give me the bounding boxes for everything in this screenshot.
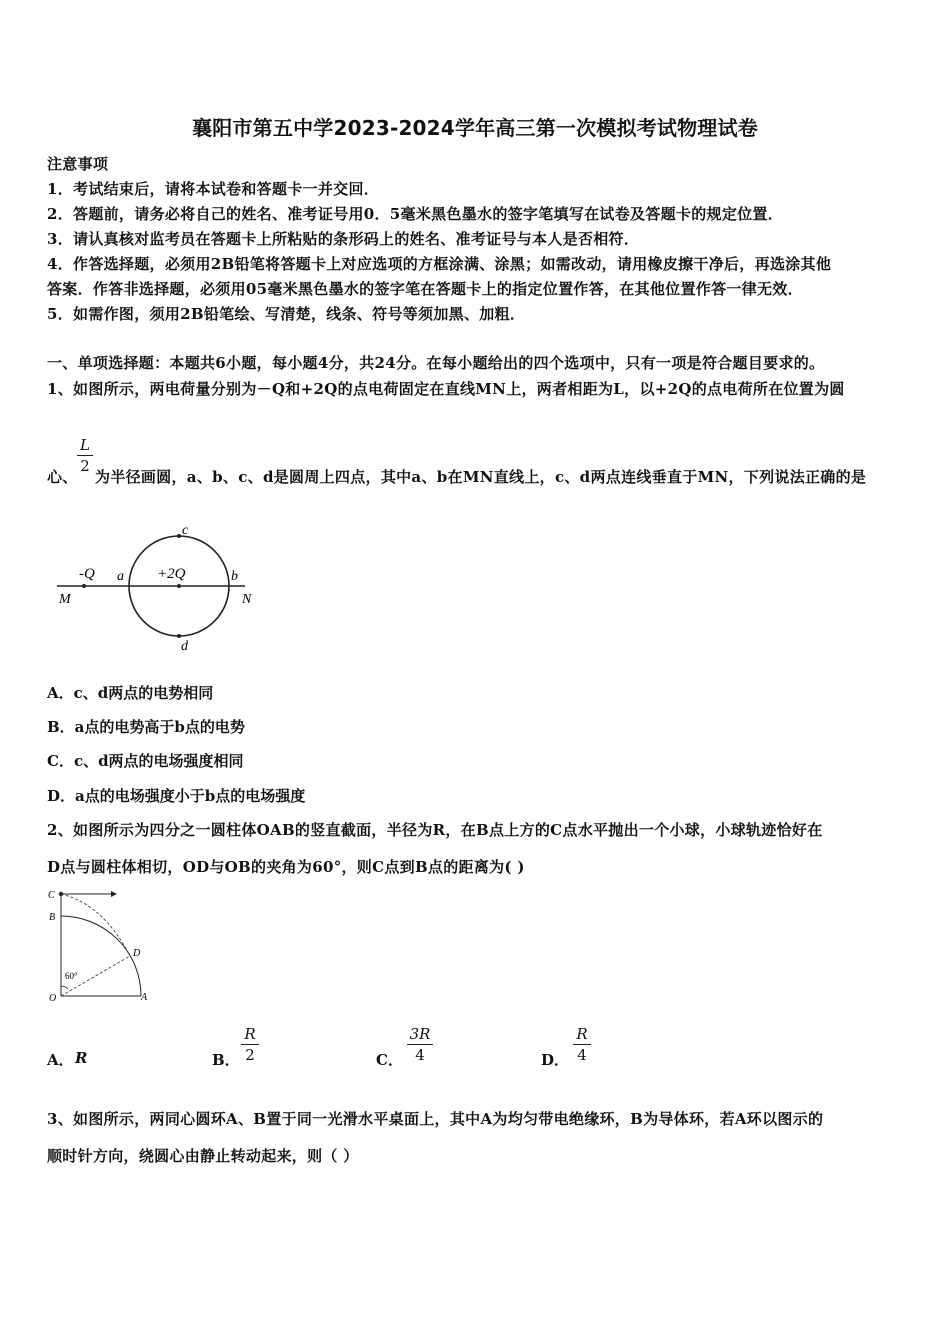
fraction-bar xyxy=(407,1044,433,1045)
label-angle: 60° xyxy=(65,971,78,981)
label-minus-q: -Q xyxy=(79,566,95,582)
angle-arc xyxy=(61,986,68,989)
notice-heading: 注意事项 xyxy=(47,155,109,173)
notice-item-3: 3．请认真核对监考员在答题卡上所粘贴的条形码上的姓名、准考证号与本人是否相符． xyxy=(47,230,640,248)
arrow-head xyxy=(111,891,117,897)
notice-item-4: 4．作答选择题，必须用2B铅笔将答题卡上对应选项的方框涂满、涂黑；如需改动，请用橡皮擦干净后，再选涂其他 xyxy=(47,255,832,273)
q2-option-b-label: B． xyxy=(212,1051,240,1069)
q2-option-b-num: R xyxy=(244,1025,256,1043)
q1-stem-prefix: 心、 xyxy=(47,468,78,486)
charge-plus-point xyxy=(177,584,181,588)
label-m: M xyxy=(59,592,71,607)
q2-option-c-num: 3R xyxy=(409,1025,431,1043)
label-n: N xyxy=(242,592,252,607)
q2-option-c-den: 4 xyxy=(415,1046,425,1064)
q1-fraction-l-over-2 xyxy=(77,436,93,475)
arc-ba xyxy=(61,916,141,996)
label-plus-2q: +2Q xyxy=(157,566,186,582)
q1-stem-line1: 1、如图所示，两电荷量分别为－Q和+2Q的点电荷固定在直线MN上，两者相距为L，以+2Q的点电荷所在位置为圆 xyxy=(47,380,845,398)
label-d: d xyxy=(181,639,188,653)
label-a: A xyxy=(141,992,148,1003)
q2-option-c-label: C． xyxy=(376,1051,403,1069)
point-d xyxy=(177,634,181,638)
q2-stem-line1: 2、如图所示为四分之一圆柱体OAB的竖直截面，半径为R，在B点上方的C点水平抛出一个小球，小球轨迹恰好在 xyxy=(47,821,823,839)
label-c: c xyxy=(182,523,189,538)
q2-option-d-den: 4 xyxy=(577,1046,587,1064)
q2-option-a-label: A． xyxy=(47,1051,74,1069)
q1-option-c: C．c、d两点的电场强度相同 xyxy=(47,752,244,770)
notice-item-1: 1．考试结束后，请将本试卷和答题卡一并交回． xyxy=(47,180,380,198)
q1-option-b: B．a点的电势高于b点的电势 xyxy=(47,718,245,736)
q2-option-d-label: D． xyxy=(541,1051,570,1069)
q2-quarter-cylinder-figure xyxy=(45,884,155,1006)
fraction-bar xyxy=(573,1044,591,1045)
q1-circle-figure xyxy=(55,518,265,653)
q2-option-c-fraction xyxy=(407,1025,433,1064)
q1-option-d: D．a点的电场强度小于b点的电场强度 xyxy=(47,787,306,805)
notice-item-2: 2．答题前，请务必将自己的姓名、准考证号用0．5毫米黑色墨水的签字笔填写在试卷及答题卡的规定位置． xyxy=(47,205,784,223)
q2-option-a-value: R xyxy=(75,1049,88,1067)
label-c: C xyxy=(48,890,55,901)
notice-item-4-cont: 答案．作答非选择题，必须用05毫米黑色墨水的签字笔在答题卡上的指定位置作答，在其他位置作答一律无效． xyxy=(47,280,803,298)
label-d: D xyxy=(133,948,141,959)
q3-stem-line2: 顺时针方向，绕圆心由静止转动起来，则（ ） xyxy=(47,1147,359,1165)
fraction-bar xyxy=(241,1044,259,1045)
q2-option-b-fraction xyxy=(241,1025,259,1064)
page-title: 襄阳市第五中学2023-2024学年高三第一次模拟考试物理试卷 xyxy=(192,116,758,140)
q2-option-d-num: R xyxy=(576,1025,588,1043)
section-heading: 一、单项选择题：本题共6小题，每小题4分，共24分。在每小题给出的四个选项中，只有一项是符合题目要求的。 xyxy=(47,354,825,372)
q1-option-a: A．c、d两点的电势相同 xyxy=(47,684,214,702)
trajectory xyxy=(61,894,130,956)
q2-option-d-fraction xyxy=(573,1025,591,1064)
q1-stem-line2: 为半径画圆，a、b、c、d是圆周上四点，其中a、b在MN直线上，c、d两点连线垂直于MN，下列说法正确的是 xyxy=(95,468,867,486)
label-o: O xyxy=(49,993,57,1004)
point-c xyxy=(177,534,181,538)
fraction-bar xyxy=(77,455,93,456)
q3-stem-line1: 3、如图所示，两同心圆环A、B置于同一光滑水平桌面上，其中A为均匀带电绝缘环，B为导体环，若A环以图示的 xyxy=(47,1110,824,1128)
label-b: B xyxy=(49,912,56,923)
label-a: a xyxy=(117,569,124,584)
label-b: b xyxy=(231,569,238,584)
q1-frac-den: 2 xyxy=(80,457,90,475)
q1-frac-num: L xyxy=(80,436,90,454)
charge-minus-point xyxy=(82,584,86,588)
q2-option-b-den: 2 xyxy=(245,1046,255,1064)
q2-stem-line2: D点与圆柱体相切，OD与OB的夹角为60°，则C点到B点的距离为( ) xyxy=(47,858,525,876)
notice-item-5: 5．如需作图，须用2B铅笔绘、写清楚，线条、符号等须加黑、加粗． xyxy=(47,305,526,323)
